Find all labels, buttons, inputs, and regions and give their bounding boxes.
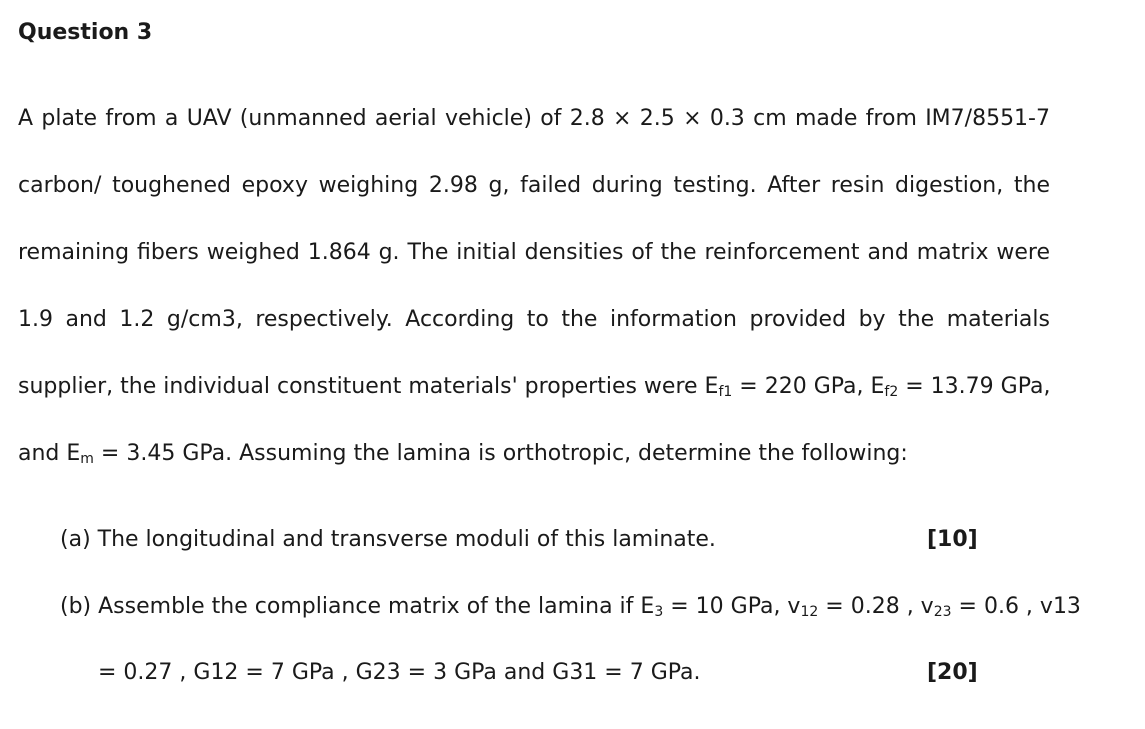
part-b-text-a: (b) Assemble the compliance matrix of the lamina if E [60,594,655,619]
line-6-text-b: = 3.45 GPa. Assuming the lamina is orthotropic, determine the following: [93,441,908,466]
subscript-12: 12 [800,604,819,620]
part-a-marks: [10] [927,527,978,552]
subscript-23: 23 [933,604,952,620]
part-b-text-c: = 0.28 , v [818,594,934,619]
line-5-text-c: = 13.79 GPa, [898,374,1051,399]
paragraph-line-4: 1.9 and 1.2 g/cm3, respectively. According to the information provided by the materials [18,307,1050,332]
line-6-text-a: and E [18,441,81,466]
subscript-m: m [80,451,94,467]
line-5-text-a: supplier, the individual constituent materials' properties were E [18,374,719,399]
part-a-text: (a) The longitudinal and transverse moduli of this laminate. [60,527,716,552]
paragraph-line-6 [18,439,908,474]
paragraph-line-5 [18,372,1050,407]
part-b-continuation: = 0.27 , G12 = 7 GPa , G23 = 3 GPa and G31 = 7 GPa. [98,660,701,685]
part-b-text-b: = 10 GPa, v [663,594,801,619]
paragraph-line-2: carbon/ toughened epoxy weighing 2.98 g, failed during testing. After resin digestion, the [18,173,1050,198]
part-b-marks: [20] [927,660,978,685]
paragraph-line-1: A plate from a UAV (unmanned aerial vehicle) of 2.8 × 2.5 × 0.3 cm made from IM7/8551-7 [18,106,1050,131]
paragraph-line-3: remaining fibers weighed 1.864 g. The initial densities of the reinforcement and matrix were [18,240,1050,265]
subscript-3: 3 [654,604,664,620]
subscript-f2: f2 [884,384,899,400]
subscript-f1: f1 [718,384,733,400]
part-b-text-d: = 0.6 , v13 [951,594,1081,619]
part-b-text [60,592,1081,627]
question-title: Question 3 [18,20,153,45]
line-5-text-b: = 220 GPa, E [732,374,885,399]
